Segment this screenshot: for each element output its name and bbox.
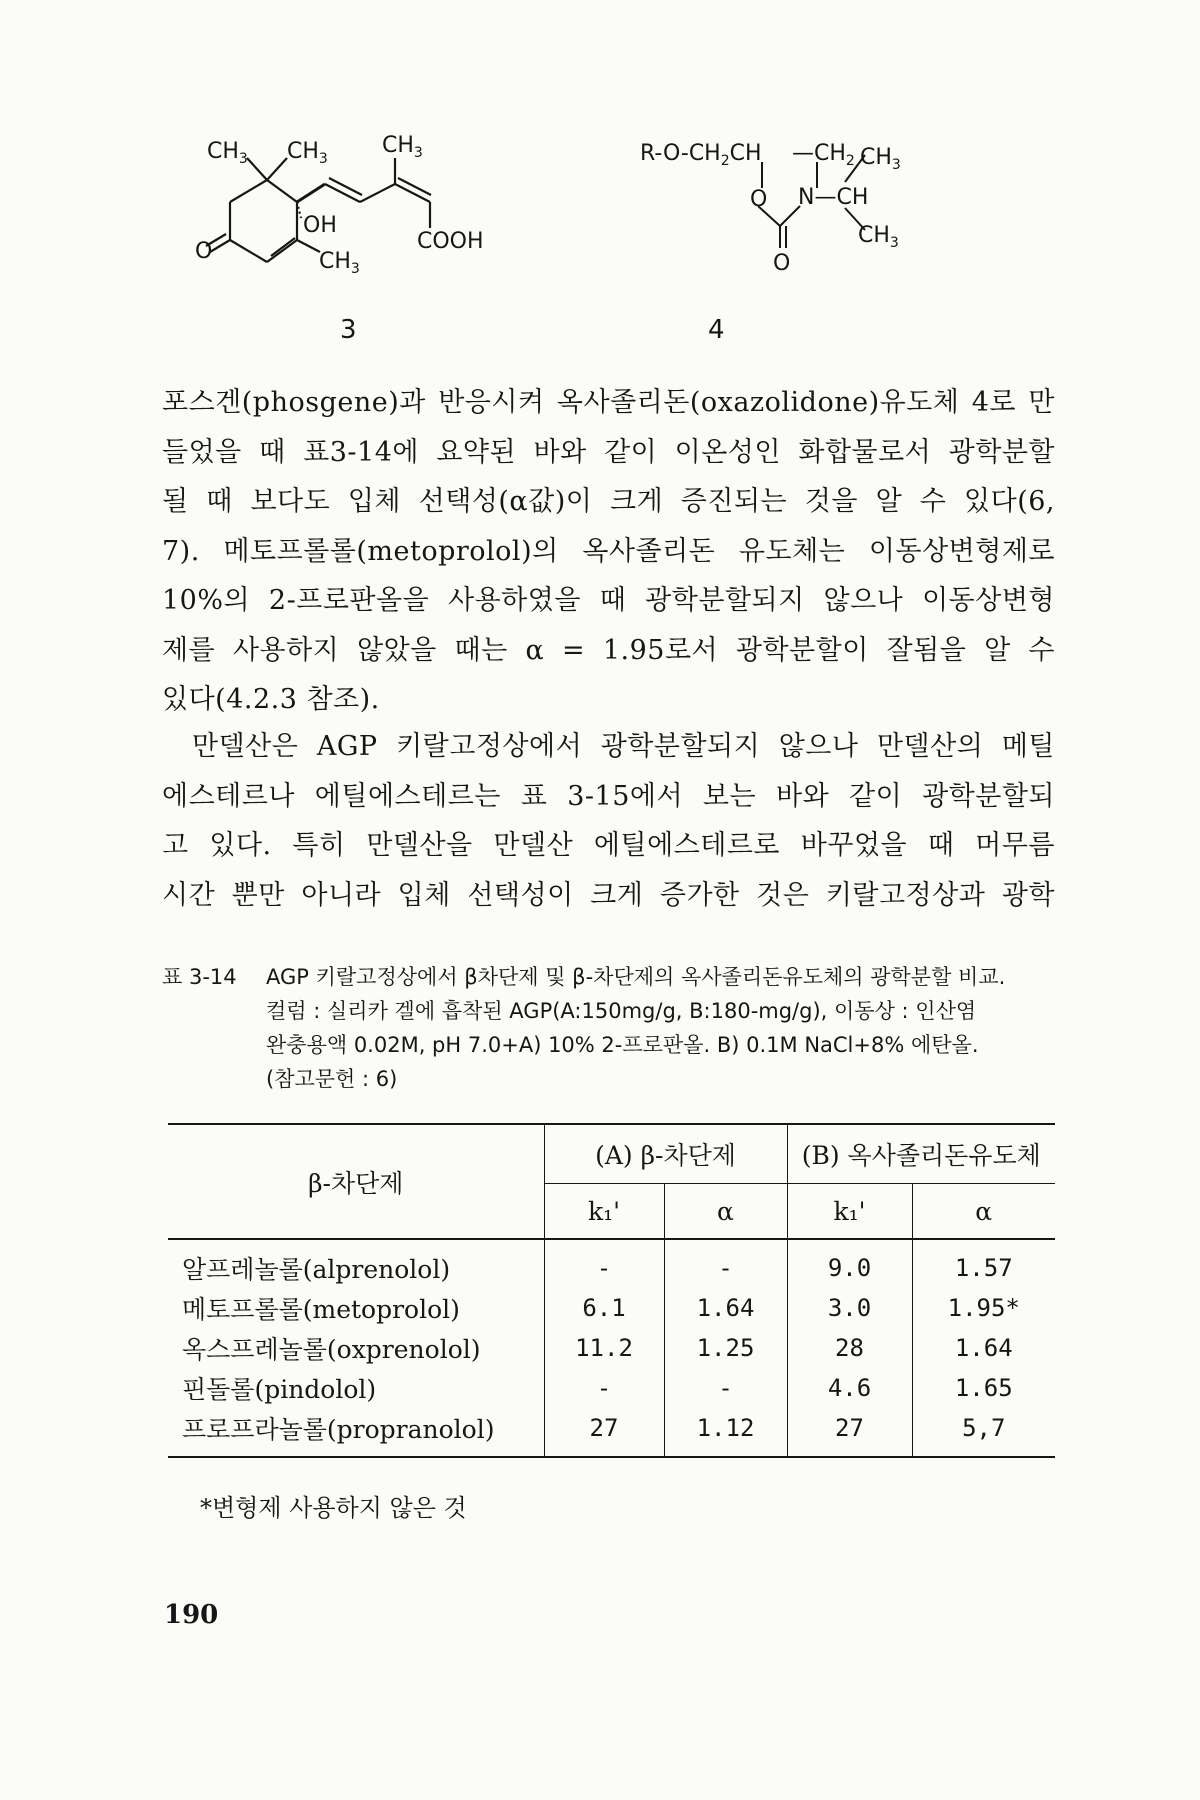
cell-b-alpha: 1.65 <box>912 1368 1055 1408</box>
cell-b-k: 3.0 <box>787 1288 912 1328</box>
group-header-a: (A) β-차단제 <box>544 1124 787 1184</box>
text-line: 10%의 2-프로판올을 사용하였을 때 광학분할되지 않으나 이동상변형 <box>162 585 1055 616</box>
text-line: 만델산은 AGP 키랄고정상에서 광학분할되지 않으나 만델산의 메틸 <box>192 731 1055 762</box>
text-line: 들었을 때 표3-14에 요약된 바와 같이 이온성인 화합물로서 광학분할 <box>162 436 1055 468</box>
svg-text:CH3: $CH_3$ <box>319 249 360 277</box>
svg-text:CH3: $CH_3$ <box>207 139 248 167</box>
caption-line: 완충용액 0.02M, pH 7.0+A) 10% 2-프로판올. B) 0.1M NaCl+8% 에탄올. <box>266 1033 979 1057</box>
table-caption-label: 표 3-14 <box>162 965 237 989</box>
text-line: 될 때 보다도 입체 선택성(α값)이 크게 증진되는 것을 알 수 있다(6, <box>162 486 1055 517</box>
caption-line: (참고문헌 : 6) <box>266 1067 398 1091</box>
svg-text:N—CH: N—CH <box>798 185 869 210</box>
cell-b-k: 9.0 <box>787 1239 912 1288</box>
table-row <box>168 1408 1055 1457</box>
table-row <box>168 1328 1055 1368</box>
cell-b-alpha: 1.95* <box>912 1288 1055 1328</box>
svg-text:R-O-CH2CH: $R-O-CH_2CH$ <box>640 141 762 169</box>
cell-a-k: 27 <box>544 1408 664 1457</box>
svg-text:O: O <box>195 239 213 264</box>
cell-a-alpha: 1.64 <box>664 1288 787 1328</box>
svg-text:CH3: $CH_3$ <box>858 223 899 251</box>
svg-text:CH3: $CH_3$ <box>382 133 423 161</box>
text-line: 시간 뿐만 아니라 입체 선택성이 크게 증가한 것은 키랄고정상과 광학 <box>162 879 1055 911</box>
text-line: 포스겐(phosgene)과 반응시켜 옥사졸리돈(oxazolidone)유도체 4로 만 <box>162 387 1055 418</box>
caption-line: 컬럼 : 실리카 겔에 흡착된 AGP(A:150mg/g, B:180-mg/g), 이동상 : 인산염 <box>266 999 977 1023</box>
col-header-b-k: k₁' <box>787 1184 912 1240</box>
drug-name: 알프레놀롤(alprenolol) <box>182 1255 451 1284</box>
table-row <box>168 1288 1055 1328</box>
row-header: β-차단제 <box>168 1124 544 1239</box>
table-row <box>168 1368 1055 1408</box>
cell-a-alpha: 1.25 <box>664 1328 787 1368</box>
svg-text:COOH: COOH <box>417 229 484 254</box>
cell-a-k: 6.1 <box>544 1288 664 1328</box>
col-header-a-alpha: α <box>664 1184 787 1240</box>
svg-text:—CH2: $—CH_2$ <box>792 141 855 169</box>
structure-compound-3 <box>195 133 565 314</box>
cell-a-k: - <box>544 1368 664 1408</box>
group-header-b: (B) 옥사졸리돈유도체 <box>787 1124 1055 1184</box>
cell-b-alpha: 1.64 <box>912 1328 1055 1368</box>
svg-text:O: O <box>750 187 768 212</box>
text-line: 7). 메토프롤롤(metoprolol)의 옥사졸리돈 유도체는 이동상변형제로 <box>162 535 1055 567</box>
text-line: 고 있다. 특히 만델산을 만델산 에틸에스테르로 바꾸었을 때 머무름 <box>162 830 1055 861</box>
cell-b-k: 4.6 <box>787 1368 912 1408</box>
cell-a-alpha: - <box>664 1368 787 1408</box>
data-table <box>168 1123 1055 1458</box>
paragraph-2 <box>162 722 1055 920</box>
text-line: 에스테르나 에틸에스테르는 표 3-15에서 보는 바와 같이 광학분할되 <box>162 780 1055 812</box>
drug-name: 핀돌롤(pindolol) <box>182 1375 377 1404</box>
page-number: 190 <box>164 1600 219 1630</box>
cell-a-alpha: 1.12 <box>664 1408 787 1457</box>
cell-a-k: 11.2 <box>544 1328 664 1368</box>
cell-a-k: - <box>544 1239 664 1288</box>
cell-b-k: 28 <box>787 1328 912 1368</box>
compound-3-number: 3 <box>340 315 357 345</box>
text-line: 제를 사용하지 않았을 때는 α = 1.95로서 광학분할이 잘됨을 알 수 <box>162 634 1055 666</box>
cell-b-alpha: 5,7 <box>912 1408 1055 1457</box>
caption-line: AGP 키랄고정상에서 β차단제 및 β-차단제의 옥사졸리돈유도체의 광학분할 비교. <box>266 965 1006 989</box>
structure-compound-4 <box>640 140 1000 314</box>
drug-name: 메토프롤롤(metoprolol) <box>182 1295 460 1324</box>
text-line: 있다(4.2.3 참조). <box>162 684 380 715</box>
col-header-b-alpha: α <box>912 1184 1055 1240</box>
drug-name: 프로프라놀롤(propranolol) <box>168 1408 544 1457</box>
svg-text:CH3: $CH_3$ <box>287 139 328 167</box>
cell-b-k: 27 <box>787 1408 912 1457</box>
drug-name: 옥스프레놀롤(oxprenolol) <box>182 1335 481 1364</box>
svg-text:OH: OH <box>303 213 337 238</box>
paragraph-1 <box>162 378 1055 725</box>
cell-b-alpha: 1.57 <box>912 1239 1055 1288</box>
table-row <box>168 1239 1055 1288</box>
compound-4-number: 4 <box>708 315 725 345</box>
cell-a-alpha: - <box>664 1239 787 1288</box>
svg-text:O: O <box>773 251 791 276</box>
col-header-a-k: k₁' <box>544 1184 664 1240</box>
svg-text:CH3: $CH_3$ <box>860 145 901 173</box>
table-footnote: *변형제 사용하지 않은 것 <box>200 1494 467 1522</box>
